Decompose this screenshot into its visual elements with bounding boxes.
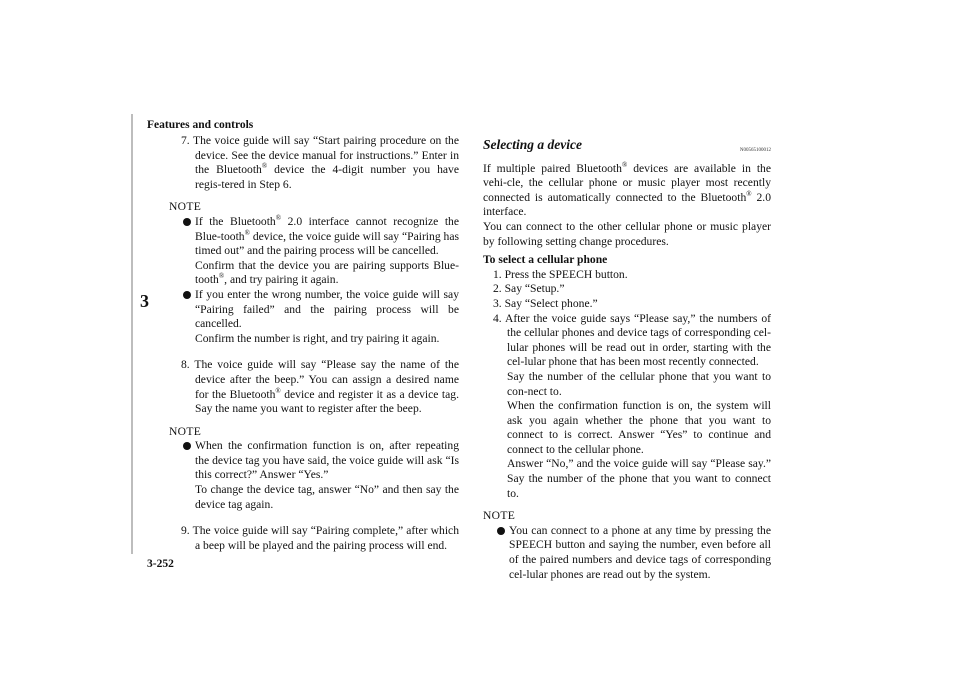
running-header: Features and controls [147, 119, 254, 131]
procedure-step: 1. Press the SPEECH button. [493, 267, 628, 281]
page-number: 3-252 [147, 558, 174, 570]
step-7: 7. The voice guide will say “Start pairing procedure on the device. See the device manual for instructions.” Enter in the Bluetooth® device the 4-digit number you have regis-tered in Step 6. [181, 134, 459, 191]
left-column [169, 134, 459, 553]
note-bullet: If you enter the wrong number, the voice guide will say “Pairing failed” and the pairing process will be cancelled. Confirm the number is right, and try pairing it again. [181, 288, 459, 346]
bullet-icon [183, 291, 191, 299]
subsection-title: To select a cellular phone [483, 253, 608, 267]
note-bullet: If the Bluetooth® 2.0 interface cannot recognize the Blue-tooth® device, the voice guide will say “Pairing has timed out” and the pairing process will be cancelled. Confirm that the device you are pairing supports Blue-tooth®, and try pairing it again. [181, 215, 459, 288]
note-bullet: When the confirmation function is on, after repeating the device tag you have said, the voice guide will ask “Is this correct?” Answer “Yes.” To change the device tag, answer “No” and then say the device tag again. [181, 439, 459, 512]
bullet-icon [497, 527, 505, 535]
step-8: 8. The voice guide will say “Please say the name of the device after the beep.” You can assign a desired name for the Bluetooth® device and register it as a device tag. Say the name you want to register after the beep. [181, 358, 459, 416]
procedure-step: 4. After the voice guide says “Please say,” the numbers of the cellular phones and device tags of corresponding cel-lular phones will be read out in order, starting with the cel-lular phone that has been most recently connected. [493, 311, 771, 369]
note-label: NOTE [483, 509, 516, 523]
section-code: N00565100012 [739, 148, 771, 153]
section-title: Selecting a device [483, 137, 582, 152]
procedure-step-detail: Answer “No,” and the voice guide will say “Please say.” Say the number of the phone that you want to connect to. [507, 457, 771, 500]
note-label: NOTE [169, 424, 202, 438]
bullet-icon [183, 442, 191, 450]
procedure-step-detail: Say the number of the cellular phone that you want to con-nect to. [507, 369, 771, 398]
margin-rule [131, 114, 133, 554]
chapter-number: 3 [140, 291, 149, 311]
intro-paragraph: If multiple paired Bluetooth® devices are available in the vehi-cle, the cellular phone or music player most recently connected is automatically connected to the Bluetooth® 2.0 interface. [483, 160, 772, 219]
note-label: NOTE [169, 200, 202, 214]
bullet-icon [183, 218, 191, 226]
procedure-step: 2. Say “Setup.” [493, 282, 565, 296]
note-bullet: You can connect to a phone at any time by pressing the SPEECH button and saying the number, even before all of the paired numbers and device tags of corresponding cel-lular phones are read out by the system. [495, 524, 771, 582]
step-9: 9. The voice guide will say “Pairing complete,” after which a beep will be played and the pairing process will end. [181, 524, 459, 552]
intro-paragraph-2: You can connect to the other cellular phone or music player by following setting change procedures. [483, 219, 771, 248]
procedure-step: 3. Say “Select phone.” [493, 296, 598, 310]
procedure-step-detail: When the confirmation function is on, the system will ask you again whether the phone that you want to connect to is correct. Answer “Yes” to continue and connect to the cellular phone. [507, 399, 771, 456]
right-column [483, 138, 771, 582]
section-heading [483, 138, 771, 154]
